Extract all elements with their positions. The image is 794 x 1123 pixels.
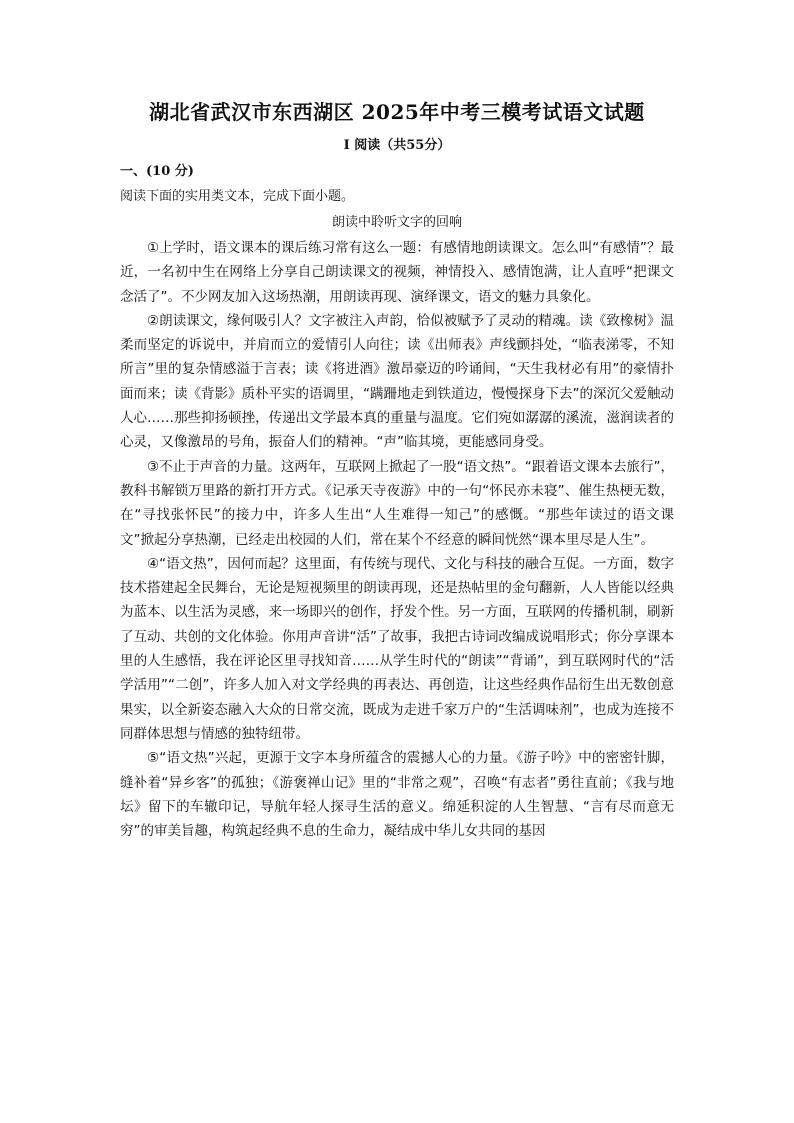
paragraph-5: ⑤“语文热”兴起，更源于文字本身所蕴含的震撼人心的力量。《游子吟》中的密密针脚，缝补着“异乡客”的孤独；《游褒禅山记》里的“非常之观”，召唤“有志者”勇往直前；《我与地坛》留下的车辙印记，导航年轻人探寻生活的意义。绵延积淀的人生智慧、“言有尽而意无穷”的审美旨趣，构筑起经典不息的生命力，凝结成中华儿女共同的基因	[120, 750, 674, 840]
paragraph-1: ①上学时，语文课本的课后练习常有这么一题：有感情地朗读课文。怎么叫“有感情”？最近，一名初中生在网络上分享自己朗读课文的视频，神情投入、感情饱满，让人直呼“把课文念活了”。不少网友加入这场热潮，用朗读再现、演绎课文，语文的魅力具象化。	[120, 240, 674, 305]
document-title: 湖北省武汉市东西湖区 2025年中考三模考试语文试题	[149, 100, 645, 124]
question-number: 一、(10 分)	[120, 164, 194, 179]
paragraph-3: ③不止于声音的力量。这两年，互联网上掀起了一股“语文热”。“跟着语文课本去旅行”，教科书解锁万里路的新打开方式。《记承天寺夜游》中的一句“怀民亦未寝”、催生热梗无数，在“寻找张怀民”的接力中，许多人生出“人生难得一知己”的感慨。“那些年读过的语文课文”掀起分享热潮，已经走出校园的人们，常在某个不经意的瞬间恍然“课本里尽是人生”。	[120, 458, 674, 548]
paragraph-2: ②朗读课文，缘何吸引人？文字被注入声韵，恰似被赋予了灵动的精魂。读《致橡树》温柔而坚定的诉说中，并肩而立的爱情引人向往；读《出师表》声线颤抖处，“临表涕零，不知所言”里的复杂情感溢于言表；读《将进酒》激昂豪迈的吟诵间，“天生我材必有用”的豪情扑面而来；读《背影》质朴平实的语调里，“蹒跚地走到铁道边，慢慢探身下去”的深沉父爱触动人心……那些抑扬顿挫，传递出文学最本真的重量与温度。它们宛如潺潺的溪流，滋润读者的心灵，又像激昂的号角，振奋人们的精神。“声”临其境，更能感同身受。	[120, 312, 674, 451]
article-title: 朗读中聆听文字的回响	[331, 215, 462, 230]
question-instruction: 阅读下面的实用类文本，完成下面小题。	[120, 189, 355, 204]
section-heading: I 阅读（共55分）	[343, 138, 451, 153]
paragraph-4: ④“语文热”，因何而起？这里面，有传统与现代、文化与科技的融合互促。一方面，数字技术搭建起全民舞台，无论是短视频里的朗读再现，还是热帖里的金句翻新，人人皆能以经典为蓝本、以生活为灵感，来一场即兴的创作，抒发个性。另一方面，互联网的传播机制，刷新了互动、共创的文化体验。你用声音讲“活”了故事，我把古诗词改编成说唱形式；你分享课本里的人生感悟，我在评论区里寻找知音……从学生时代的“朗读”“背诵”，到互联网时代的“活学活用”“二创”，许多人加入对文学经典的再表达、再创造，让这些经典作品衍生出无数创意果实，以全新姿态融入大众的日常交流，既成为走进千家万户的“生活调味剂”，也成为连接不同群体思想与情感的独特纽带。	[120, 555, 674, 742]
